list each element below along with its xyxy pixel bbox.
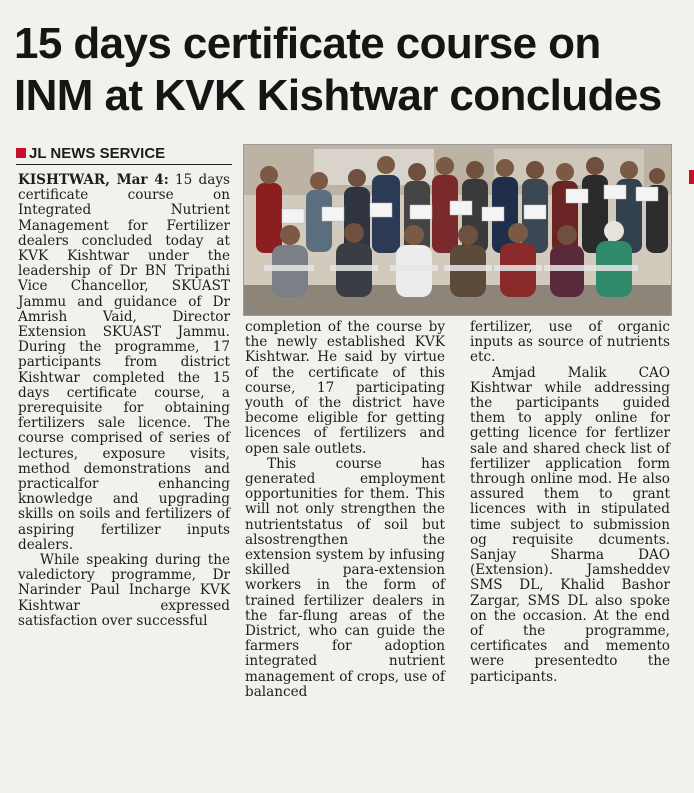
- paragraph: Amjad Malik CAO Kishtwar while addressing the participants guided them to apply online for getting licence for fertlizer sale and shared check list of fertilizer application form through online mod. He also assured them to grant licences with in stipulated time subject to submission og requisite dcuments. Sanjay Sharma DAO (Extension). Jamsheddev SMS DL, Khalid Bashor Zargar, SMS DL also spoke on the occasion. At the end of the programme, certificates and memento were presentedto the participants.: [470, 364, 670, 685]
- red-square-icon: [16, 148, 26, 158]
- group-photo: [243, 144, 672, 316]
- byline: [16, 144, 232, 165]
- column-3: [470, 320, 670, 685]
- page-edge-marker: [689, 170, 694, 184]
- paragraph: While speaking during the valedictory programme, Dr Narinder Paul Incharge KVK Kishtwar expressed satisfaction over successful: [18, 552, 230, 629]
- byline-text: JL NEWS SERVICE: [29, 145, 166, 162]
- paragraph: completion of the course by the newly established KVK Kishtwar. He said by virtue of the certificate of this course, 17 participating youth of the district have become eligible for getting licences of fertilizers and open sale outlets.: [245, 319, 445, 457]
- dateline: KISHTWAR, Mar 4:: [18, 172, 169, 188]
- paragraph: This course has generated employment opportunities for them. This will not only strengthen the nutrientstatus of soil but alsostrengthen the extension system by infusing skilled para-extension workers in the form of trained fertilizer dealers in the far-flung areas of the District, who can guide the farmers for adoption integrated nutrient management of crops, use of balanced: [245, 455, 445, 700]
- group-photo-illustration: [244, 145, 671, 315]
- paragraph: 15 days certificate course on Integrated Nutrient Management for Fertilizer dealers concluded today at KVK Kishtwar under the leadership of Dr BN Tripathi Vice Chancellor, SKUAST Jammu and guidance of Dr Amrish Vaid, Director Extension SKUAST Jammu. During the programme, 17 participants from district Kishtwar completed the 15 days certificate course, a prerequisite for obtaining fertilizers sale licence. The course comprised of series of lectures, exposure visits, method demonstrations and practicalfor enhancing knowledge and upgrading skills on soils and fertilizers of aspiring fertilizer inputs dealers.: [18, 172, 230, 553]
- headline: 15 days certificate course on INM at KVK Kishtwar concludes: [14, 19, 662, 120]
- column-2: [245, 320, 445, 700]
- column-1: [18, 173, 230, 629]
- paragraph: fertilizer, use of organic inputs as source of nutrients etc.: [470, 319, 670, 366]
